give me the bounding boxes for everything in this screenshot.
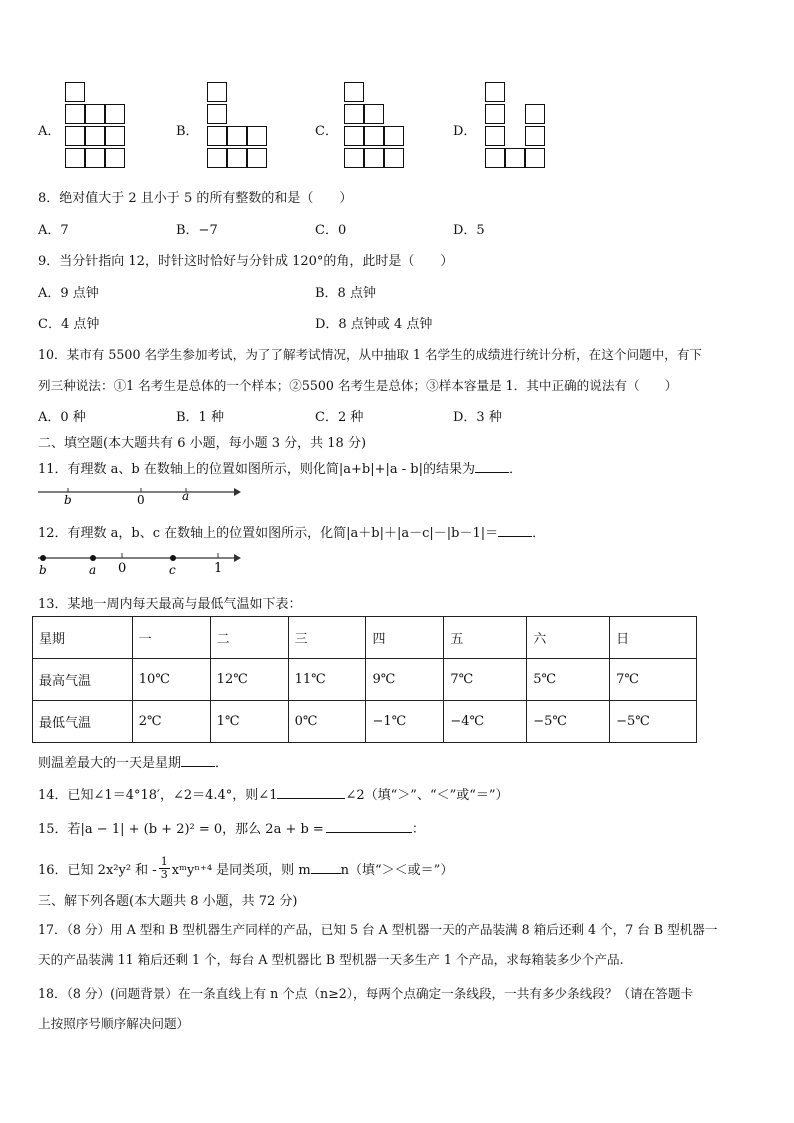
q12-label-c: c xyxy=(169,563,176,577)
q18-line1: 18．（8 分）(问题背景）在一条直线上有 n 个点（n≥2），每两个点确定一条线段，一共有多少条线段？（请在答题卡 xyxy=(38,986,694,1001)
q9-option-c: C．4 点钟 xyxy=(38,317,100,332)
q10-option-c: C．2 种 xyxy=(315,410,364,425)
q15-pre: 15．若|a − 1| + (b + 2)² = 0，那么 2a + b = xyxy=(38,822,324,837)
q13-answer-blank[interactable] xyxy=(181,766,215,767)
table-cell: 11℃ xyxy=(288,659,366,701)
section-fill-in-heading: 二、填空题(本大题共有 6 小题，每小题 3 分，共 18 分) xyxy=(38,436,367,451)
table-cell: 四 xyxy=(366,617,444,659)
table-cell: 5℃ xyxy=(527,659,610,701)
q16-text xyxy=(38,855,454,883)
table-cell: −5℃ xyxy=(527,701,610,743)
table-cell: −4℃ xyxy=(444,701,527,743)
q12-answer-blank[interactable] xyxy=(498,536,532,537)
q11-text xyxy=(38,458,522,477)
table-cell: 三 xyxy=(288,617,366,659)
q17-line2: 天的产品装满 11 箱后还剩 1 个，每台 A 型机器比 B 型机器一天多生产 1 个产品，求每箱装多少个产品. xyxy=(38,952,624,967)
q10-option-b: B．1 种 xyxy=(176,410,224,425)
q14-post: ∠2（填“＞”、“＜”或“＝”） xyxy=(345,788,509,803)
q15-text xyxy=(38,818,425,837)
option-c-label: C． xyxy=(315,124,338,139)
q13-question xyxy=(38,752,228,771)
table-cell: 10℃ xyxy=(132,659,210,701)
q11-number-line xyxy=(36,484,241,506)
q16-frac-num: 1 xyxy=(160,855,168,868)
q16-frac-den: 3 xyxy=(160,868,168,881)
q16-answer-blank[interactable] xyxy=(311,873,341,874)
q18-line2: 上按照序号顺序解决问题） xyxy=(38,1016,190,1031)
q10-line1: 10．某市有 5500 名学生参加考试，为了了解考试情况，从中抽取 1 名学生的成绩进行统计分析，在这个问题中，有下 xyxy=(38,347,703,362)
q11-end: ． xyxy=(509,462,523,477)
temperature-table xyxy=(32,616,697,743)
option-d-label: D． xyxy=(453,124,477,139)
table-cell: 12℃ xyxy=(210,659,288,701)
q11-label-0: 0 xyxy=(137,493,145,506)
q8-option-d: D．5 xyxy=(453,223,485,238)
q8-option-c: C．0 xyxy=(315,223,347,238)
table-cell: 五 xyxy=(444,617,527,659)
option-b-label: B． xyxy=(176,124,199,139)
table-cell: −1℃ xyxy=(366,701,444,743)
table-cell: 1℃ xyxy=(210,701,288,743)
q8-text: 8．绝对值大于 2 且小于 5 的所有整数的和是（ ） xyxy=(38,191,353,206)
q12-label-0: 0 xyxy=(118,561,127,576)
q12-end: ． xyxy=(532,526,546,541)
table-cell: 六 xyxy=(527,617,610,659)
table-cell: 最低气温 xyxy=(33,701,133,743)
q10-option-a: A．0 种 xyxy=(38,410,86,425)
q8-option-b: B．−7 xyxy=(176,223,218,238)
table-cell: 日 xyxy=(610,617,697,659)
q9-option-b: B．8 点钟 xyxy=(315,286,376,301)
q12-label-a: a xyxy=(89,563,97,577)
q14-text xyxy=(38,784,509,803)
table-cell: 9℃ xyxy=(366,659,444,701)
q8-option-a: A．7 xyxy=(38,223,69,238)
q11-question: 11．有理数 a、b 在数轴上的位置如图所示，则化简|a+b|+|a - b|的结果为 xyxy=(38,462,475,477)
q12-label-1: 1 xyxy=(214,561,223,576)
q10-option-d: D．3 种 xyxy=(453,410,502,425)
q9-option-d: D．8 点钟或 4 点钟 xyxy=(315,317,433,332)
q13-text: 13．某地一周内每天最高与最低气温如下表： xyxy=(38,597,302,612)
table-row-low xyxy=(33,701,697,743)
q14-answer-blank[interactable] xyxy=(277,798,345,799)
q13-after: 则温差最大的一天是星期 xyxy=(38,756,182,771)
q16-post: n（填“＞＜或＝”） xyxy=(340,863,454,878)
q11-label-b: b xyxy=(64,493,72,506)
q12-number-line xyxy=(36,550,241,578)
q11-answer-blank[interactable] xyxy=(475,472,509,473)
table-cell: 一 xyxy=(132,617,210,659)
table-row-high xyxy=(33,659,697,701)
table-cell: 2℃ xyxy=(132,701,210,743)
q15-answer-blank[interactable] xyxy=(326,832,412,833)
table-cell: 7℃ xyxy=(444,659,527,701)
table-cell: −5℃ xyxy=(610,701,697,743)
table-cell: 最高气温 xyxy=(33,659,133,701)
q17-line1: 17．（8 分）用 A 型和 B 型机器生产同样的产品，已知 5 台 A 型机器一天的产品装满 8 箱后还剩 4 个，7 台 B 型机器一 xyxy=(38,922,718,937)
q11-label-a: a xyxy=(182,489,190,503)
q12-label-b: b xyxy=(39,563,47,577)
q9-option-a: A．9 点钟 xyxy=(38,286,99,301)
q9-text: 9．当分针指向 12，时针这时恰好与分针成 120°的角，此时是（ ） xyxy=(38,254,454,269)
q12-text xyxy=(38,522,545,541)
q12-question: 12．有理数 a，b、c 在数轴上的位置如图所示，化简|a＋b|＋|a－c|－|b－1|＝ xyxy=(38,526,499,541)
table-cell: 7℃ xyxy=(610,659,697,701)
q16-fraction xyxy=(159,856,170,881)
q10-line2: 列三种说法：①1 名考生是总体的一个样本；②5500 名考生是总体；③样本容量是 1．其中正确的说法有（ ） xyxy=(38,378,678,393)
table-cell: 二 xyxy=(210,617,288,659)
q16-pre: 16．已知 2x²y² 和 - xyxy=(38,863,157,878)
q13-after-end: ． xyxy=(215,756,229,771)
table-header-row xyxy=(33,617,697,659)
q16-mid: xᵐyⁿ⁺⁴ 是同类项，则 m xyxy=(171,863,311,878)
q15-post: ： xyxy=(411,822,425,837)
table-cell: 星期 xyxy=(33,617,133,659)
table-cell: 0℃ xyxy=(288,701,366,743)
option-a-label: A． xyxy=(38,124,61,139)
q14-pre: 14．已知∠1＝4°18′，∠2＝4.4°，则∠1 xyxy=(38,788,278,803)
section-solve-heading: 三、解下列各题(本大题共 8 小题，共 72 分) xyxy=(38,894,298,909)
